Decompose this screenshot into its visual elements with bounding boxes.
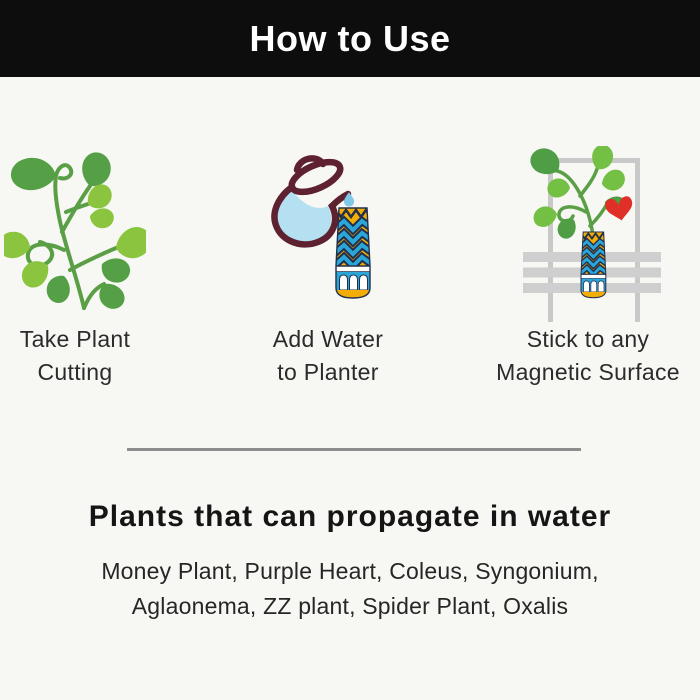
step-label-line: Take Plant: [19, 326, 131, 352]
step-label-line: Stick to any: [526, 326, 650, 352]
planter-on-magnetic-surface-with-heart-icon: [510, 146, 670, 332]
page-title: How to Use: [249, 17, 451, 59]
plant-list-line: Money Plant, Purple Heart, Coleus, Syngonium,: [101, 558, 599, 584]
step-label-line: to Planter: [277, 359, 379, 385]
water-pitcher: [274, 156, 348, 244]
section-divider: [127, 448, 581, 451]
plant-cutting-icon: [4, 142, 146, 314]
step-label-line: Cutting: [37, 359, 113, 385]
chevron-planter: [334, 208, 374, 298]
plant-leaves: [4, 148, 146, 313]
propagation-plant-list: [0, 554, 700, 624]
step-label-stick-to-magnetic-surface: [486, 323, 690, 389]
propagation-heading: Plants that can propagate in water: [88, 500, 612, 533]
water-pitcher-pouring-into-planter-icon: [264, 150, 380, 310]
step-label-take-plant-cutting: [0, 323, 150, 389]
chevron-planter-small: [580, 232, 609, 298]
header-bar: [0, 0, 700, 77]
step-label-line: Add Water: [272, 326, 384, 352]
step-label-line: Magnetic Surface: [496, 359, 680, 385]
step-label-add-water-to-planter: [250, 323, 406, 389]
plant-list-line: Aglaonema, ZZ plant, Spider Plant, Oxalis: [131, 593, 569, 619]
